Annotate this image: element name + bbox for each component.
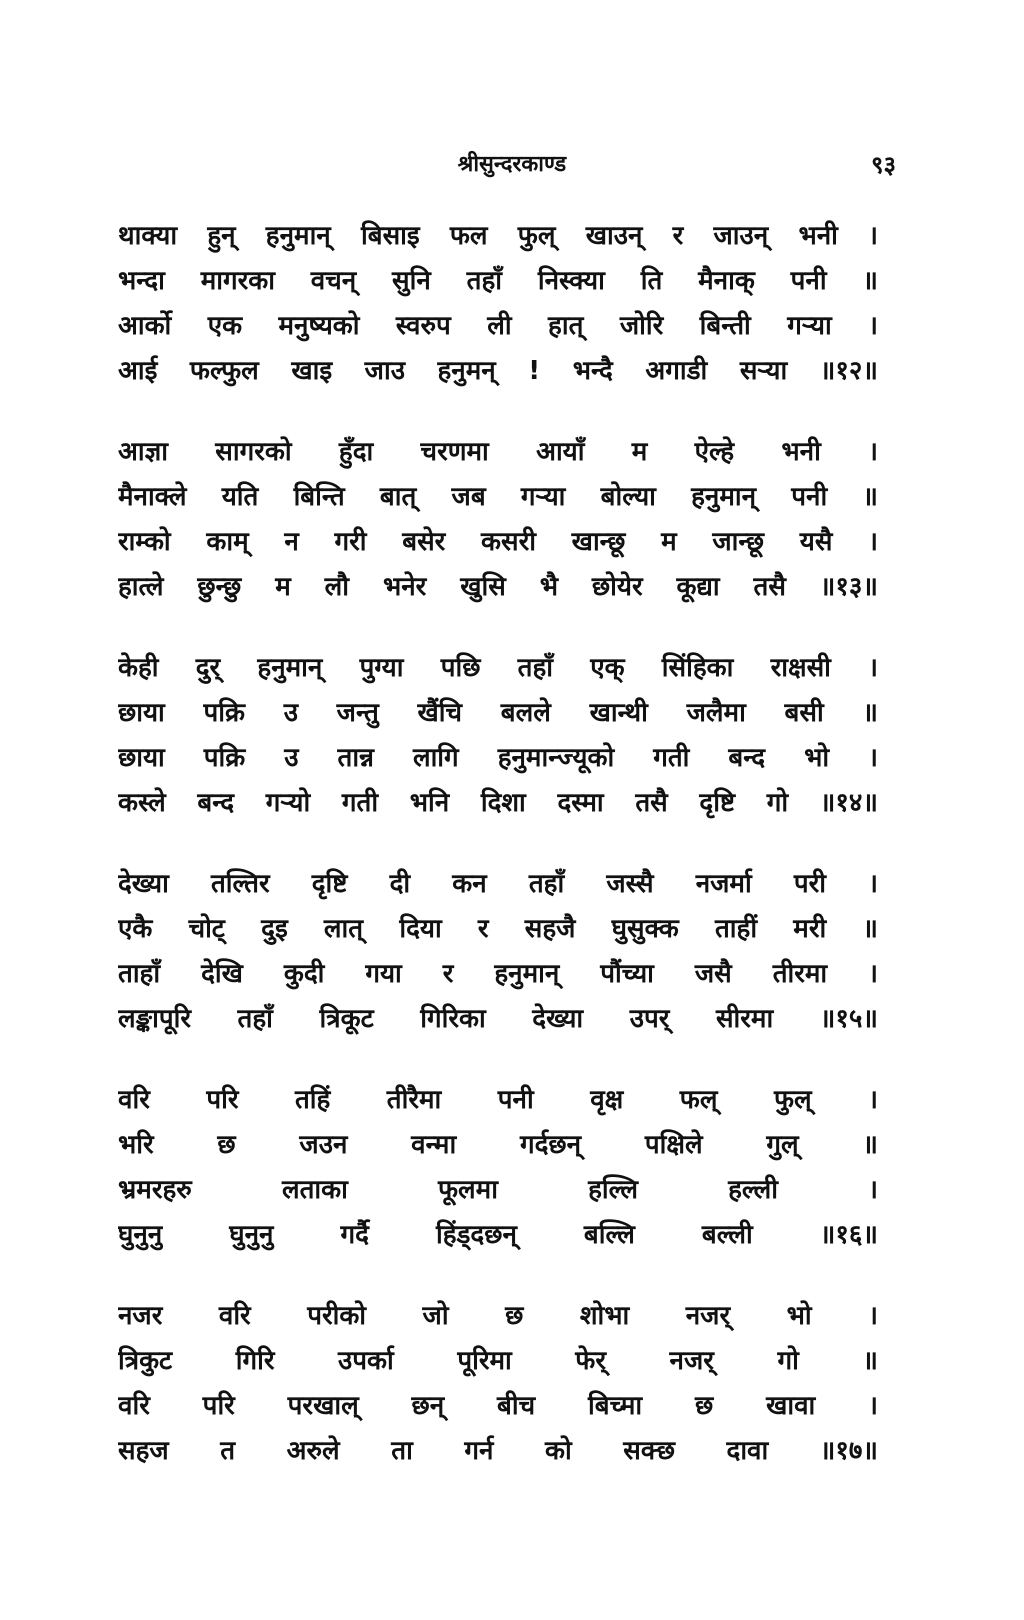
verse-line: आज्ञा सागरको हुँदा चरणमा आयाँ म ऐल्हे भनी । [118,437,878,467]
verse-line: ताहाँ देखि कुदी गया र हनुमान् पौंच्या जसै तीरमा । [118,959,878,989]
verse-line: त्रिकुट गिरि उपर्का पूरिमा फेर् नजर् गो ॥ [118,1346,878,1376]
page-number: ९३ [871,151,896,179]
verse-line: वरि परि तहिं तीरैमा पनी वृक्ष फल् फुल् । [118,1085,878,1115]
verse-line: आई फल्फुल खाइ जाउ हनुमन् ! भन्दै अगाडी सऱ्या ॥१२॥ [118,356,878,386]
verse-line: भ्रमरहरु लताका फूलमा हल्लि हल्ली । [118,1175,878,1205]
verse-line: एकै चोट् दुइ लात् दिया र सहजै घुसुक्क ताहीं मरी ॥ [118,914,878,944]
verse-line: थाक्या हुन् हनुमान् बिसाइ फल फुल् खाउन् र जाउन् भनी । [118,221,878,251]
verse-line: लङ्कापूरि तहाँ त्रिकूट गिरिका देख्या उपर् सीरमा ॥१५॥ [118,1004,878,1034]
verse-line: हात्ले छुन्छु म लौ भनेर खुसि भै छोयेर कूद्या तसै ॥१३॥ [118,572,878,602]
verse-line: घुनुनु घुनुनु गर्दै हिंड्दछन् बल्लि बल्ली ॥१६॥ [118,1220,878,1250]
verse-line: वरि परि परखाल् छन् बीच बिच्मा छ खावा । [118,1391,878,1421]
verse-line: सहज त अरुले ता गर्न को सक्छ दावा ॥१७॥ [118,1436,878,1466]
verse-line: कस्ले बन्द गऱ्यो गती भनि दिशा दस्मा तसै दृष्टि गो ॥१४॥ [118,788,878,818]
verse-line: मैनाक्ले यति बिन्ति बात् जब गऱ्या बोल्या हनुमान् पनी ॥ [118,482,878,512]
verse-line: आर्को एक मनुष्यको स्वरुप ली हात् जोरि बिन्ती गऱ्या । [118,311,878,341]
stanza-13 [118,430,878,610]
verse-line: छाया पक्रि उ जन्तु खैंचि बलले खान्थी जलैमा बसी ॥ [118,698,878,728]
verse-line: देख्या तल्तिर दृष्टि दी कन तहाँ जस्सै नजर्मा परी । [118,869,878,899]
stanza-15 [118,862,878,1042]
running-title: श्रीसुन्दरकाण्ड [457,152,567,177]
verse-line: छाया पक्रि उ तान्न लागि हनुमान्ज्यूको गती बन्द भो । [118,743,878,773]
running-head [0,148,1024,188]
verse-line: राम्को काम् न गरी बसेर कसरी खान्छू म जान्छू यसै । [118,527,878,557]
stanza-12 [118,214,878,394]
stanza-16 [118,1078,878,1258]
verse-line: भरि छ जउन वन्मा गर्दछन् पक्षिले गुल् ॥ [118,1130,878,1160]
verse-block [118,214,878,1510]
stanza-17 [118,1294,878,1474]
verse-line: नजर वरि परीको जो छ शोभा नजर् भो । [118,1301,878,1331]
stanza-14 [118,646,878,826]
verse-line: भन्दा मागरका वचन् सुनि तहाँ निस्क्या ति मैनाक् पनी ॥ [118,266,878,296]
verse-line: केही दुर् हनुमान् पुग्या पछि तहाँ एक् सिंहिका राक्षसी । [118,653,878,683]
